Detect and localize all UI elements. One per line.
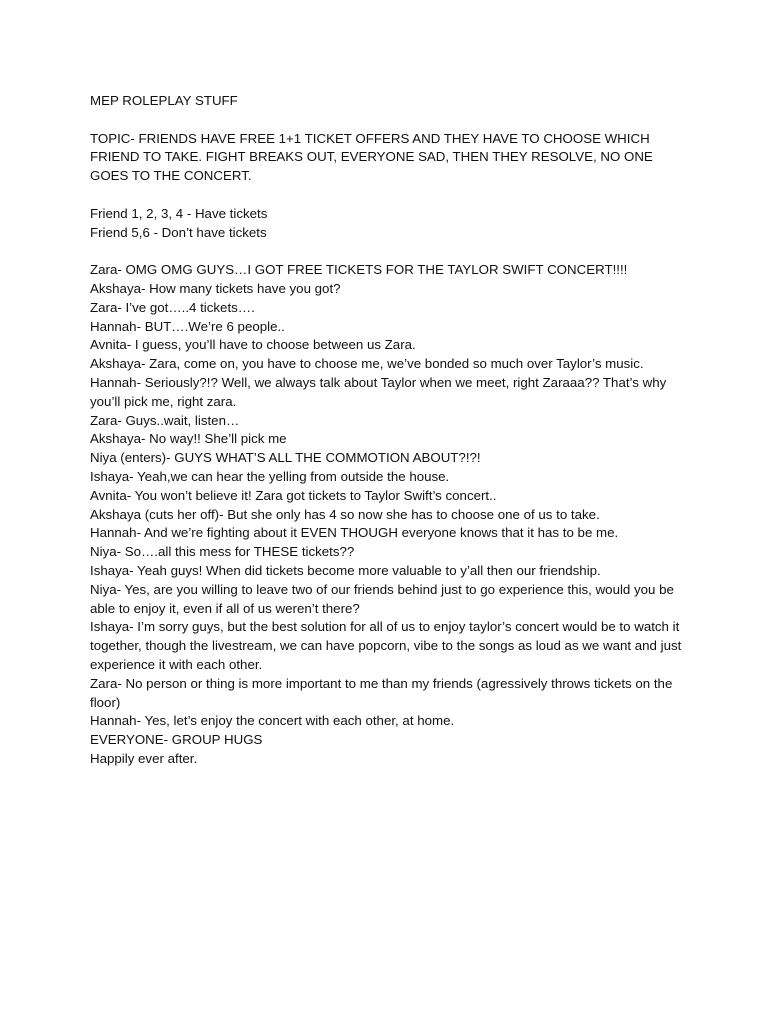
script-line: Ishaya- Yeah guys! When did tickets become more valuable to y’all then our friendship. — [90, 562, 601, 578]
document-page — [90, 92, 690, 769]
setup-line: Friend 1, 2, 3, 4 - Have tickets — [90, 205, 268, 221]
script-line: Hannah- Yes, let’s enjoy the concert with each other, at home. — [90, 713, 455, 729]
script-line: Zara- No person or thing is more important to me than my friends (agressively throws tickets on the floor) — [90, 675, 677, 710]
script-line: Akshaya- Zara, come on, you have to choose me, we’ve bonded so much over Taylor’s music. — [90, 356, 644, 372]
spacer — [90, 186, 690, 205]
script-line: Avnita- You won’t believe it! Zara got tickets to Taylor Swift’s concert.. — [90, 487, 497, 503]
spacer — [90, 111, 690, 130]
document-title: MEP ROLEPLAY STUFF — [90, 93, 238, 108]
script-line: Akshaya- No way!! She’ll pick me — [90, 431, 287, 447]
script-line: Ishaya- Yeah,we can hear the yelling from outside the house. — [90, 468, 450, 484]
script-line: Hannah- And we’re fighting about it EVEN THOUGH everyone knows that it has to be me. — [90, 525, 619, 541]
script-line: Zara- I’ve got…..4 tickets…. — [90, 299, 255, 315]
script-line: Akshaya (cuts her off)- But she only has 4 so now she has to choose one of us to take. — [90, 506, 600, 522]
spacer — [90, 242, 690, 261]
topic-paragraph: TOPIC- FRIENDS HAVE FREE 1+1 TICKET OFFERS AND THEY HAVE TO CHOOSE WHICH FRIEND TO TAKE. FIGHT BREAKS OUT, EVERYONE SAD, THEN THEY RESOLVE, NO ONE GOES TO THE CONCERT. — [90, 130, 657, 184]
script-line: Avnita- I guess, you’ll have to choose between us Zara. — [90, 337, 416, 353]
script-line: Akshaya- How many tickets have you got? — [90, 280, 341, 296]
script-line: Happily ever after. — [90, 750, 198, 766]
script-line: Zara- OMG OMG GUYS…I GOT FREE TICKETS FOR THE TAYLOR SWIFT CONCERT!!!! — [90, 262, 628, 278]
script-line: Zara- Guys..wait, listen… — [90, 412, 240, 428]
setup-line: Friend 5,6 - Don’t have tickets — [90, 224, 267, 240]
script-line: Niya- So….all this mess for THESE tickets?? — [90, 544, 355, 560]
script-line: Niya (enters)- GUYS WHAT’S ALL THE COMMOTION ABOUT?!?! — [90, 450, 481, 466]
script-line: Hannah- Seriously?!? Well, we always talk about Taylor when we meet, right Zaraaa?? That’s why you’ll pick me, right zara. — [90, 374, 670, 409]
script-line: Niya- Yes, are you willing to leave two of our friends behind just to go experience this, would you be able to enjoy it, even if all of us weren’t there? — [90, 581, 678, 616]
script-line: Hannah- BUT….We’re 6 people.. — [90, 318, 285, 334]
script-line: Ishaya- I’m sorry guys, but the best solution for all of us to enjoy taylor’s concert would be to watch it together, though the livestream, we can have popcorn, vibe to the songs as loud as we want and just experience it with each other. — [90, 619, 686, 672]
script-line: EVERYONE- GROUP HUGS — [90, 732, 263, 748]
